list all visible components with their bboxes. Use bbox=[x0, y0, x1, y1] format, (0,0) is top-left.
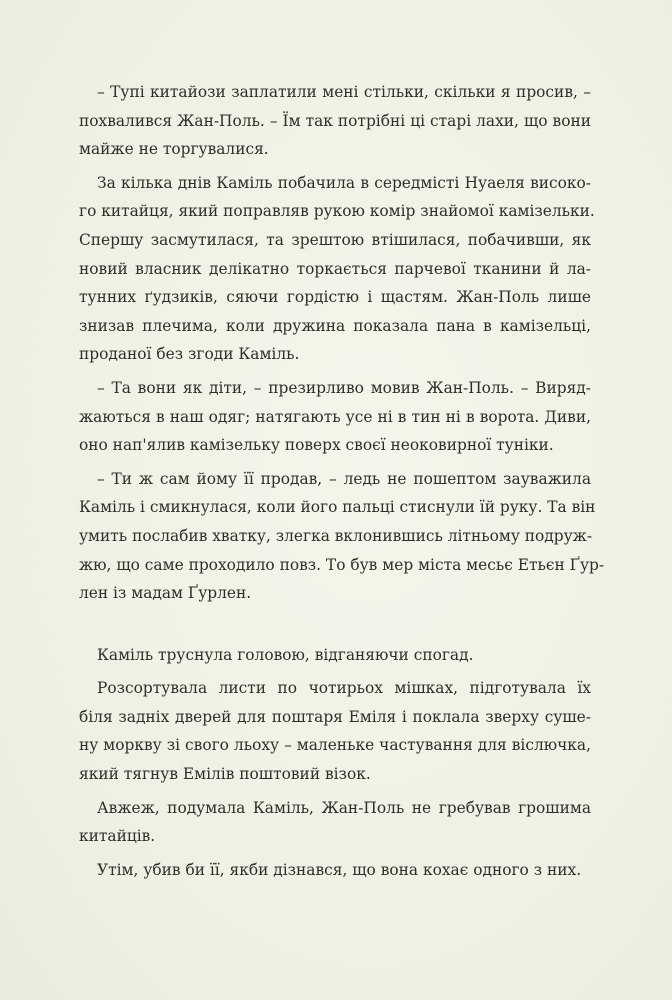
text-line: проданої без згоди Каміль. bbox=[79, 345, 300, 364]
text-line: тунних ґудзиків, сяючи гордістю і щастям. Жан-Поль лише bbox=[79, 288, 591, 307]
section-break bbox=[79, 613, 591, 641]
text-line: жаються в наш одяг; натягають усе ні в тин ні в ворота. Диви, bbox=[79, 407, 591, 426]
paragraph-8 bbox=[79, 856, 591, 885]
text-line: який тягнув Емілів поштовий візок. bbox=[79, 765, 371, 784]
paragraph-1 bbox=[79, 78, 591, 164]
text-body bbox=[79, 78, 605, 889]
text-line: Розсортувала листи по чотирьох мішках, підготувала їх bbox=[97, 679, 591, 698]
text-line: Авжеж, подумала Каміль, Жан-Поль не гребував грошима bbox=[97, 798, 591, 817]
paragraph-2 bbox=[79, 169, 595, 369]
text-line: Каміль труснула головою, відганяючи спогад. bbox=[97, 645, 474, 664]
text-line: – Тупі китайози заплатили мені стільки, скільки я просив, – bbox=[97, 83, 591, 101]
text-line: Спершу засмутилася, та зрештою втішилася, побачивши, як bbox=[79, 230, 591, 249]
paragraph-3 bbox=[79, 374, 591, 460]
text-line: китайців. bbox=[79, 827, 156, 846]
paragraph-6 bbox=[79, 674, 591, 788]
text-line: знизав плечима, коли дружина показала пана в камізельці, bbox=[79, 316, 591, 335]
paragraph-7 bbox=[79, 794, 591, 851]
text-line: новий власник делікатно торкається парчевої тканини й ла- bbox=[79, 259, 591, 278]
text-line: біля задніх дверей для поштаря Еміля і поклала зверху суше- bbox=[79, 707, 591, 726]
text-line: Каміль і смикнулася, коли його пальці стиснули їй руку. Та він bbox=[79, 498, 596, 517]
text-line: го китайця, який поправляв рукою комір знайомої камізельки. bbox=[79, 202, 595, 221]
text-line: лен із мадам Ґурлен. bbox=[79, 584, 252, 603]
text-line: похвалився Жан-Поль. – Їм так потрібні ці старі лахи, що вони bbox=[79, 111, 591, 130]
text-line: жю, що саме проходило повз. То був мер міста месьє Етьєн Ґур- bbox=[79, 555, 605, 574]
paragraph-5 bbox=[79, 641, 591, 670]
text-line: – Ти ж сам йому її продав, – ледь не пошептом зауважила bbox=[97, 469, 591, 488]
text-line: оно нап'ялив камізельку поверх своєї неоковирної туніки. bbox=[79, 436, 554, 455]
text-line: ну моркву зі свого льоху – маленьке частування для віслючка, bbox=[79, 736, 591, 755]
paragraph-4 bbox=[79, 465, 605, 608]
text-line: майже не торгувалися. bbox=[79, 140, 269, 159]
text-line: Утім, убив би її, якби дізнався, що вона кохає одного з них. bbox=[97, 860, 582, 879]
text-line: – Та вони як діти, – презирливо мовив Жан-Поль. – Виряд- bbox=[97, 378, 591, 397]
text-line: умить послабив хватку, злегка вклонившись літньому подруж- bbox=[79, 526, 593, 545]
text-line: За кілька днів Каміль побачила в середмісті Нуаеля високо- bbox=[97, 173, 591, 192]
